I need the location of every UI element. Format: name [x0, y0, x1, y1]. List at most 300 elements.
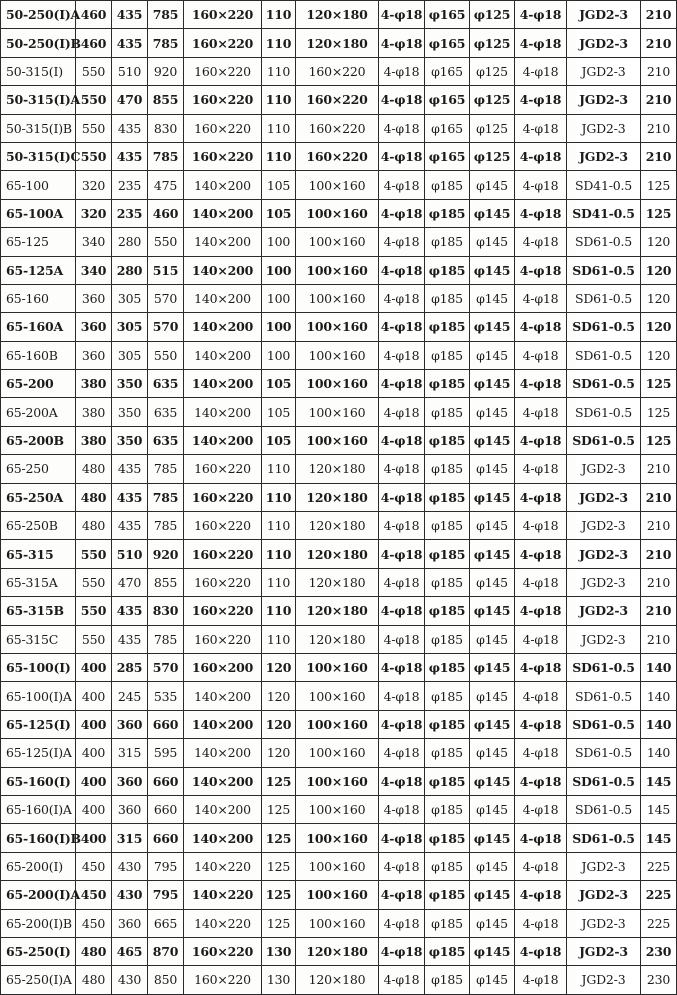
model-cell: 65-160	[1, 284, 76, 312]
table-cell: 140×200	[184, 171, 262, 199]
table-cell: 120×180	[296, 483, 379, 511]
table-cell: 210	[641, 483, 677, 511]
table-cell: 160×220	[184, 597, 262, 625]
model-cell: 65-315C	[1, 625, 76, 653]
table-cell: 225	[641, 852, 677, 880]
table-cell: 4-φ18	[515, 710, 567, 738]
table-cell: 4-φ18	[515, 114, 567, 142]
table-cell: 160×220	[184, 540, 262, 568]
model-cell: 50-250(Ⅰ)B	[1, 29, 76, 57]
table-cell: 4-φ18	[379, 937, 425, 965]
table-cell: 100	[262, 341, 296, 369]
table-cell: 120	[641, 341, 677, 369]
table-cell: φ185	[425, 881, 470, 909]
table-cell: 125	[262, 881, 296, 909]
table-cell: 100×160	[296, 909, 379, 937]
table-cell: 475	[148, 171, 184, 199]
table-cell: 4-φ18	[379, 881, 425, 909]
table-cell: 570	[148, 284, 184, 312]
table-cell: JGD2-3	[567, 512, 641, 540]
table-cell: 4-φ18	[515, 86, 567, 114]
table-cell: 210	[641, 114, 677, 142]
table-cell: 350	[112, 398, 148, 426]
model-cell: 65-100A	[1, 199, 76, 227]
table-cell: 120	[262, 739, 296, 767]
table-cell: 100×160	[296, 710, 379, 738]
table-cell: 4-φ18	[379, 767, 425, 795]
table-cell: 140×220	[184, 852, 262, 880]
table-cell: 140×200	[184, 398, 262, 426]
table-cell: φ185	[425, 739, 470, 767]
table-cell: φ145	[470, 483, 515, 511]
table-cell: 230	[641, 966, 677, 994]
table-cell: 660	[148, 710, 184, 738]
model-cell: 65-160(Ⅰ)B	[1, 824, 76, 852]
table-cell: 125	[262, 909, 296, 937]
table-cell: 535	[148, 682, 184, 710]
table-cell: 4-φ18	[515, 256, 567, 284]
table-cell: 870	[148, 937, 184, 965]
table-cell: 145	[641, 795, 677, 823]
table-cell: 4-φ18	[515, 795, 567, 823]
table-cell: φ185	[425, 852, 470, 880]
table-cell: φ145	[470, 739, 515, 767]
table-cell: 460	[76, 29, 112, 57]
table-cell: SD61-0.5	[567, 370, 641, 398]
table-row	[1, 199, 677, 227]
table-cell: 635	[148, 426, 184, 454]
table-cell: φ185	[425, 398, 470, 426]
table-cell: SD61-0.5	[567, 824, 641, 852]
table-cell: 120×180	[296, 512, 379, 540]
table-cell: φ165	[425, 29, 470, 57]
table-cell: 4-φ18	[379, 1, 425, 29]
model-cell: 50-315(Ⅰ)B	[1, 114, 76, 142]
table-cell: 210	[641, 455, 677, 483]
model-cell: 65-200B	[1, 426, 76, 454]
table-row	[1, 653, 677, 681]
table-cell: 120	[262, 682, 296, 710]
model-cell: 65-200(Ⅰ)A	[1, 881, 76, 909]
table-cell: 430	[112, 966, 148, 994]
table-cell: φ145	[470, 568, 515, 596]
model-cell: 65-160A	[1, 313, 76, 341]
table-cell: 210	[641, 568, 677, 596]
table-cell: 795	[148, 881, 184, 909]
table-cell: 4-φ18	[515, 398, 567, 426]
table-cell: 210	[641, 142, 677, 170]
table-cell: φ125	[470, 86, 515, 114]
table-cell: φ125	[470, 29, 515, 57]
model-cell: 65-315	[1, 540, 76, 568]
table-row	[1, 370, 677, 398]
table-cell: 785	[148, 142, 184, 170]
table-cell: 660	[148, 795, 184, 823]
table-cell: 480	[76, 966, 112, 994]
table-cell: 100×160	[296, 370, 379, 398]
table-cell: 4-φ18	[379, 341, 425, 369]
table-cell: 120	[641, 256, 677, 284]
table-cell: 210	[641, 597, 677, 625]
table-cell: JGD2-3	[567, 568, 641, 596]
table-row	[1, 171, 677, 199]
table-cell: 4-φ18	[515, 739, 567, 767]
model-cell: 65-250A	[1, 483, 76, 511]
table-cell: 140×200	[184, 256, 262, 284]
table-cell: 130	[262, 937, 296, 965]
table-row	[1, 852, 677, 880]
table-row	[1, 57, 677, 85]
table-cell: 4-φ18	[515, 767, 567, 795]
table-row	[1, 540, 677, 568]
table-cell: φ145	[470, 767, 515, 795]
table-cell: 855	[148, 568, 184, 596]
table-cell: φ185	[425, 313, 470, 341]
table-cell: 4-φ18	[379, 966, 425, 994]
table-row	[1, 256, 677, 284]
table-cell: 120	[641, 284, 677, 312]
table-cell: φ145	[470, 682, 515, 710]
table-cell: 120×180	[296, 597, 379, 625]
table-cell: 315	[112, 824, 148, 852]
table-cell: 140×200	[184, 313, 262, 341]
table-cell: φ165	[425, 142, 470, 170]
table-cell: 4-φ18	[515, 1, 567, 29]
table-cell: φ165	[425, 114, 470, 142]
table-row	[1, 824, 677, 852]
table-cell: 110	[262, 568, 296, 596]
table-cell: φ185	[425, 937, 470, 965]
table-cell: 460	[148, 199, 184, 227]
table-cell: φ145	[470, 199, 515, 227]
table-cell: φ185	[425, 284, 470, 312]
table-cell: 450	[76, 852, 112, 880]
table-cell: 100×160	[296, 341, 379, 369]
table-cell: 320	[76, 199, 112, 227]
table-cell: 550	[76, 625, 112, 653]
table-cell: 225	[641, 881, 677, 909]
table-cell: 125	[641, 398, 677, 426]
table-row	[1, 739, 677, 767]
table-cell: 140×200	[184, 795, 262, 823]
table-cell: 125	[641, 199, 677, 227]
table-cell: 235	[112, 171, 148, 199]
table-cell: φ145	[470, 398, 515, 426]
table-cell: φ185	[425, 483, 470, 511]
table-cell: 480	[76, 483, 112, 511]
table-cell: φ185	[425, 824, 470, 852]
table-cell: 4-φ18	[379, 540, 425, 568]
table-cell: φ145	[470, 370, 515, 398]
table-cell: 110	[262, 625, 296, 653]
table-cell: 120×180	[296, 455, 379, 483]
table-cell: 460	[76, 1, 112, 29]
table-cell: 4-φ18	[379, 625, 425, 653]
table-cell: 110	[262, 57, 296, 85]
table-row	[1, 398, 677, 426]
table-cell: 110	[262, 597, 296, 625]
table-cell: 230	[641, 937, 677, 965]
table-cell: SD61-0.5	[567, 739, 641, 767]
table-cell: 4-φ18	[515, 653, 567, 681]
model-cell: 65-200A	[1, 398, 76, 426]
table-cell: 4-φ18	[379, 228, 425, 256]
table-cell: 100×160	[296, 171, 379, 199]
table-cell: 4-φ18	[515, 881, 567, 909]
table-cell: 140×200	[184, 710, 262, 738]
table-cell: 4-φ18	[379, 568, 425, 596]
table-cell: φ185	[425, 710, 470, 738]
table-cell: 4-φ18	[379, 86, 425, 114]
table-cell: 550	[76, 540, 112, 568]
table-row	[1, 625, 677, 653]
table-cell: 4-φ18	[379, 313, 425, 341]
table-cell: 4-φ18	[515, 370, 567, 398]
table-cell: 4-φ18	[379, 142, 425, 170]
table-cell: 140×200	[184, 739, 262, 767]
table-row	[1, 710, 677, 738]
table-cell: 110	[262, 455, 296, 483]
table-cell: 400	[76, 653, 112, 681]
table-cell: φ145	[470, 625, 515, 653]
table-row	[1, 455, 677, 483]
table-cell: φ185	[425, 966, 470, 994]
table-cell: φ185	[425, 512, 470, 540]
table-cell: 100×160	[296, 682, 379, 710]
table-cell: 210	[641, 29, 677, 57]
table-cell: 785	[148, 625, 184, 653]
table-cell: 245	[112, 682, 148, 710]
table-cell: 130	[262, 966, 296, 994]
table-cell: 570	[148, 313, 184, 341]
table-cell: JGD2-3	[567, 909, 641, 937]
model-cell: 65-250	[1, 455, 76, 483]
table-cell: 160×220	[296, 142, 379, 170]
table-row	[1, 767, 677, 795]
table-cell: 920	[148, 540, 184, 568]
table-cell: φ145	[470, 512, 515, 540]
table-cell: 120×180	[296, 625, 379, 653]
table-cell: 360	[112, 795, 148, 823]
table-cell: 510	[112, 57, 148, 85]
table-cell: 4-φ18	[379, 29, 425, 57]
table-cell: 210	[641, 86, 677, 114]
model-cell: 65-315B	[1, 597, 76, 625]
table-cell: 120	[262, 653, 296, 681]
table-cell: 120	[641, 313, 677, 341]
table-cell: 4-φ18	[379, 739, 425, 767]
table-cell: φ185	[425, 795, 470, 823]
table-cell: 470	[112, 86, 148, 114]
table-cell: 100×160	[296, 653, 379, 681]
table-cell: φ185	[425, 568, 470, 596]
table-cell: 100×160	[296, 256, 379, 284]
table-cell: 430	[112, 881, 148, 909]
table-cell: 380	[76, 370, 112, 398]
table-cell: 110	[262, 512, 296, 540]
table-cell: 210	[641, 540, 677, 568]
table-cell: 100	[262, 313, 296, 341]
table-cell: φ145	[470, 795, 515, 823]
table-cell: 160×220	[184, 512, 262, 540]
table-row	[1, 568, 677, 596]
table-cell: 360	[76, 341, 112, 369]
table-cell: 855	[148, 86, 184, 114]
table-cell: 105	[262, 398, 296, 426]
table-row	[1, 86, 677, 114]
table-cell: φ165	[425, 1, 470, 29]
table-cell: φ145	[470, 256, 515, 284]
table-cell: 4-φ18	[379, 256, 425, 284]
table-cell: 280	[112, 256, 148, 284]
table-cell: 4-φ18	[515, 597, 567, 625]
table-cell: 360	[112, 767, 148, 795]
table-cell: 920	[148, 57, 184, 85]
table-cell: 100×160	[296, 852, 379, 880]
table-cell: 160×220	[296, 114, 379, 142]
table-cell: 160×200	[184, 653, 262, 681]
model-cell: 65-125	[1, 228, 76, 256]
table-cell: SD61-0.5	[567, 256, 641, 284]
table-cell: 785	[148, 455, 184, 483]
table-cell: 4-φ18	[515, 199, 567, 227]
table-cell: 4-φ18	[379, 795, 425, 823]
table-cell: 660	[148, 824, 184, 852]
table-cell: 635	[148, 370, 184, 398]
table-cell: 785	[148, 512, 184, 540]
table-cell: 480	[76, 455, 112, 483]
table-row	[1, 114, 677, 142]
table-cell: 125	[641, 426, 677, 454]
table-cell: 145	[641, 824, 677, 852]
table-cell: 125	[262, 767, 296, 795]
table-cell: 125	[262, 852, 296, 880]
table-body	[1, 1, 677, 995]
table-cell: φ185	[425, 767, 470, 795]
table-cell: 550	[76, 568, 112, 596]
table-cell: 120×180	[296, 937, 379, 965]
table-cell: 360	[112, 710, 148, 738]
table-cell: 4-φ18	[515, 937, 567, 965]
table-cell: 160×220	[184, 114, 262, 142]
table-cell: 435	[112, 512, 148, 540]
table-cell: 315	[112, 739, 148, 767]
table-cell: 785	[148, 29, 184, 57]
table-cell: 100×160	[296, 795, 379, 823]
table-cell: φ185	[425, 682, 470, 710]
table-cell: φ185	[425, 909, 470, 937]
table-row	[1, 483, 677, 511]
model-cell: 65-160(Ⅰ)A	[1, 795, 76, 823]
table-cell: 550	[148, 228, 184, 256]
table-cell: 665	[148, 909, 184, 937]
table-cell: 830	[148, 597, 184, 625]
model-cell: 65-125(Ⅰ)	[1, 710, 76, 738]
table-cell: 400	[76, 767, 112, 795]
table-cell: 100	[262, 284, 296, 312]
table-cell: 360	[76, 284, 112, 312]
table-row	[1, 142, 677, 170]
table-cell: φ145	[470, 597, 515, 625]
table-cell: SD61-0.5	[567, 426, 641, 454]
table-row	[1, 966, 677, 994]
table-cell: 110	[262, 114, 296, 142]
table-cell: φ185	[425, 426, 470, 454]
table-cell: 140×200	[184, 682, 262, 710]
table-cell: SD61-0.5	[567, 653, 641, 681]
table-cell: 400	[76, 682, 112, 710]
table-cell: 360	[76, 313, 112, 341]
table-cell: SD61-0.5	[567, 710, 641, 738]
table-cell: 110	[262, 29, 296, 57]
table-cell: 4-φ18	[379, 824, 425, 852]
table-cell: 550	[148, 341, 184, 369]
table-cell: SD61-0.5	[567, 767, 641, 795]
table-cell: 160×220	[184, 29, 262, 57]
table-cell: JGD2-3	[567, 483, 641, 511]
table-cell: 4-φ18	[379, 284, 425, 312]
table-cell: 125	[262, 824, 296, 852]
table-cell: JGD2-3	[567, 852, 641, 880]
model-cell: 65-250(Ⅰ)A	[1, 966, 76, 994]
table-row	[1, 597, 677, 625]
model-cell: 65-315A	[1, 568, 76, 596]
table-cell: φ145	[470, 341, 515, 369]
table-cell: SD61-0.5	[567, 284, 641, 312]
table-cell: 4-φ18	[379, 597, 425, 625]
table-cell: 160×220	[184, 1, 262, 29]
table-cell: 160×220	[184, 57, 262, 85]
table-cell: 340	[76, 256, 112, 284]
table-cell: φ145	[470, 313, 515, 341]
table-cell: 280	[112, 228, 148, 256]
table-cell: 100×160	[296, 398, 379, 426]
model-cell: 50-315(Ⅰ)	[1, 57, 76, 85]
table-row	[1, 881, 677, 909]
table-cell: φ185	[425, 199, 470, 227]
table-cell: 160×220	[184, 568, 262, 596]
table-cell: 210	[641, 57, 677, 85]
table-cell: φ145	[470, 284, 515, 312]
table-cell: 850	[148, 966, 184, 994]
table-cell: 4-φ18	[379, 426, 425, 454]
model-cell: 50-315(Ⅰ)A	[1, 86, 76, 114]
table-cell: 4-φ18	[515, 284, 567, 312]
table-cell: JGD2-3	[567, 57, 641, 85]
table-cell: 235	[112, 199, 148, 227]
table-cell: 4-φ18	[515, 171, 567, 199]
table-cell: 785	[148, 483, 184, 511]
table-cell: 435	[112, 29, 148, 57]
table-cell: 400	[76, 824, 112, 852]
model-cell: 65-100(Ⅰ)	[1, 653, 76, 681]
table-cell: JGD2-3	[567, 625, 641, 653]
table-cell: 100	[262, 256, 296, 284]
table-cell: 160×220	[184, 455, 262, 483]
table-cell: 350	[112, 426, 148, 454]
table-cell: 225	[641, 909, 677, 937]
table-row	[1, 795, 677, 823]
table-cell: 4-φ18	[379, 455, 425, 483]
table-row	[1, 228, 677, 256]
table-cell: 450	[76, 881, 112, 909]
table-cell: φ145	[470, 653, 515, 681]
table-row	[1, 29, 677, 57]
table-cell: 100×160	[296, 199, 379, 227]
table-cell: 160×220	[184, 142, 262, 170]
table-cell: 100×160	[296, 881, 379, 909]
table-cell: 550	[76, 142, 112, 170]
